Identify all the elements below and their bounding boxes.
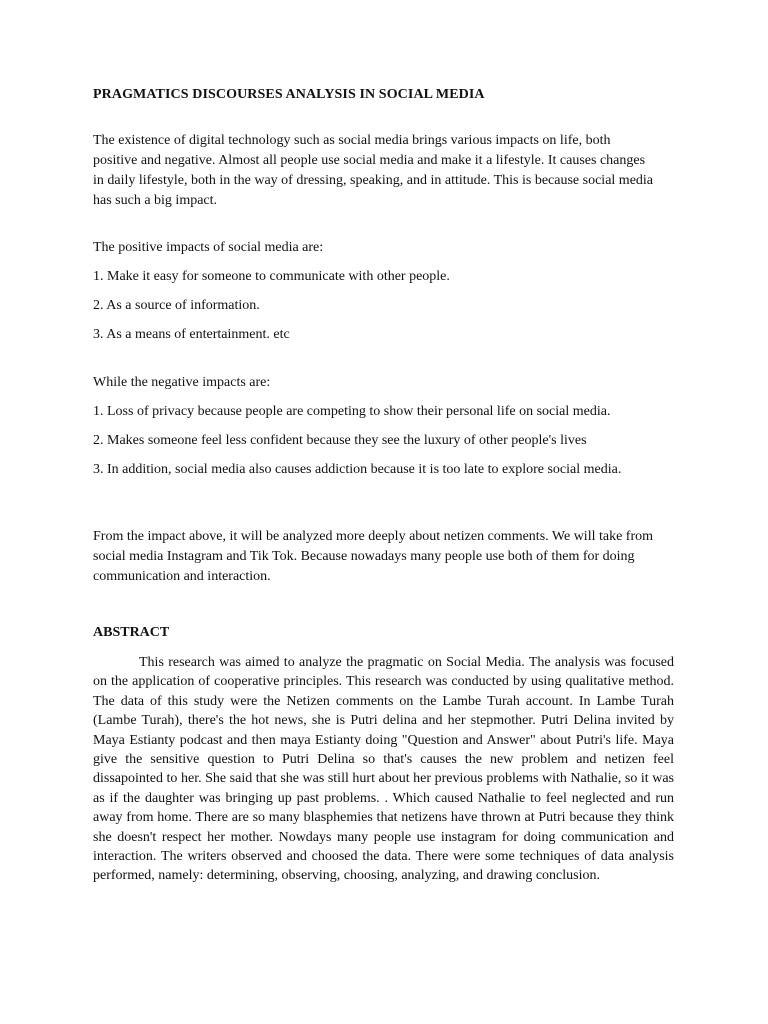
intro-paragraph: The existence of digital technology such as social media brings various impacts on life, both positive and negative. Almost all people use social media and make it a lifestyle. It causes changes in daily lifestyle, both in the way of dressing, speaking, and in attitude. This is because social media has such a big impact. [93, 133, 654, 208]
abstract-heading: ABSTRACT [93, 625, 170, 640]
positive-impact-item: 2. As a source of information. [93, 298, 260, 313]
negative-impact-item: 1. Loss of privacy because people are competing to show their personal life on social media. [93, 404, 611, 419]
positive-impacts-heading: The positive impacts of social media are: [93, 240, 324, 255]
document-title: PRAGMATICS DISCOURSES ANALYSIS IN SOCIAL MEDIA [93, 87, 485, 102]
negative-impact-item: 3. In addition, social media also causes addiction because it is too late to explore social media. [93, 462, 622, 477]
positive-impact-item: 3. As a means of entertainment. etc [93, 327, 290, 342]
conclusion-paragraph: From the impact above, it will be analyzed more deeply about netizen comments. We will take from social media Instagram and Tik Tok. Because nowadays many people use both of them for doing communication and interaction. [93, 529, 653, 584]
positive-impact-item: 1. Make it easy for someone to communicate with other people. [93, 269, 450, 284]
negative-impacts-heading: While the negative impacts are: [93, 375, 271, 390]
negative-impact-item: 2. Makes someone feel less confident because they see the luxury of other people's lives [93, 433, 587, 448]
abstract-body: This research was aimed to analyze the pragmatic on Social Media. The analysis was focused on the application of cooperative principles. This research was conducted by using qualitative method. The data of this study were the Netizen comments on the Lambe Turah account. In Lambe Turah (Lambe Turah), there's the hot news, she is Putri delina and her stepmother. Putri Delina invited by Maya Estianty podcast and then maya Estianty doing "Question and Answer" about Putri's life. Maya give the sensitive question to Putri Delina so that's causes the new problem and netizen feel dissapointed to her. She said that she was still hurt about her previous problems with Nathalie, so it was as if the daughter was bringing up past problems. . Which caused Nathalie to feel neglected and run away from home. There are so many blasphemies that netizens have thrown at Putri because they think she doesn't respect her mother. Nowdays many people use instagram for doing communication and interaction. The writers observed and choosed the data. There were some techniques of data analysis performed, namely: determining, observing, choosing, analyzing, and drawing conclusion. [93, 655, 674, 884]
